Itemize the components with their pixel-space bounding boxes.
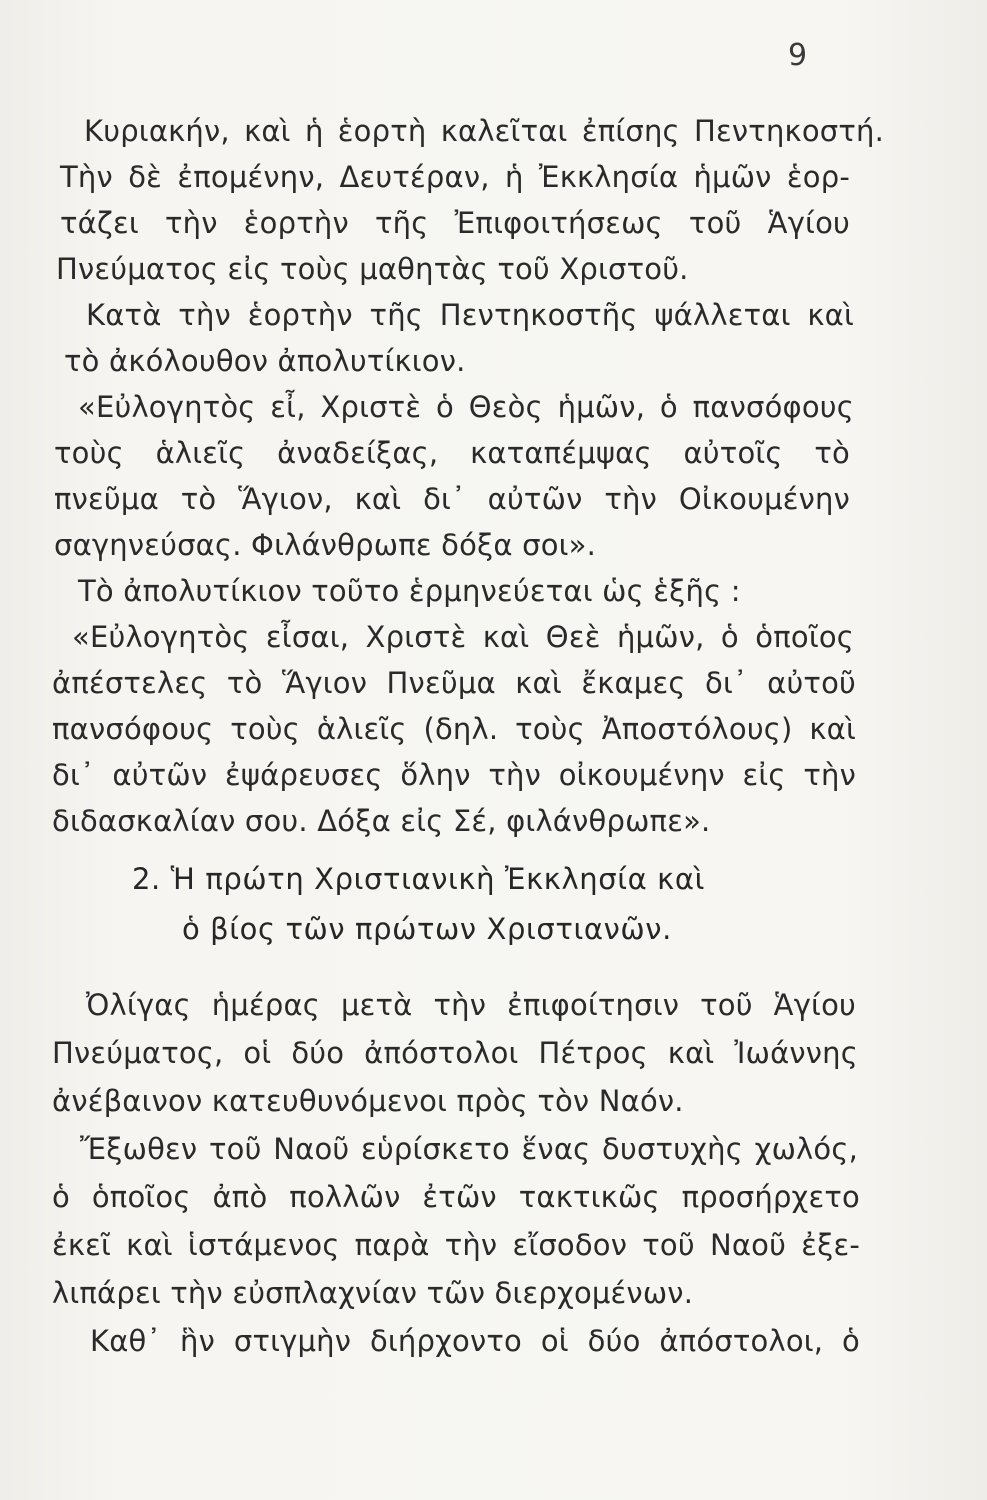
text-line: πανσόφους τοὺς ἁλιεῖς (δηλ. τοὺς Ἀποστόλους) καὶ: [52, 712, 856, 746]
text-line: δι᾽ αὐτῶν ἐψάρευσες ὅλην τὴν οἰκουμένην εἰς τὴν: [52, 758, 856, 792]
text-line: ἀπέστελες τὸ Ἅγιον Πνεῦμα καὶ ἔκαμες δι᾽ αὐτοῦ: [52, 666, 856, 700]
text-line: Κυριακήν, καὶ ἡ ἑορτὴ καλεῖται ἐπίσης Πεντηκοστή.: [84, 114, 884, 148]
text-line: τάζει τὴν ἑορτὴν τῆς Ἐπιφοιτήσεως τοῦ Ἁγίου: [60, 206, 850, 240]
text-line: Πνεύματος, οἱ δύο ἀπόστολοι Πέτρος καὶ Ἰωάννης: [52, 1036, 858, 1070]
text-line: Πνεύματος εἰς τοὺς μαθητὰς τοῦ Χριστοῦ.: [56, 252, 689, 286]
text-line: Καθ᾽ ἣν στιγμὴν διήρχοντο οἱ δύο ἀπόστολοι, ὁ: [90, 1324, 860, 1358]
text-line: τοὺς ἁλιεῖς ἀναδείξας, καταπέμψας αὐτοῖς τὸ: [54, 436, 850, 470]
text-line: ἐκεῖ καὶ ἱστάμενος παρὰ τὴν εἴσοδον τοῦ Ναοῦ ἐξε-: [52, 1228, 860, 1262]
text-line: ἀνέβαινον κατευθυνόμενοι πρὸς τὸν Ναόν.: [52, 1084, 684, 1118]
text-line: σαγηνεύσας. Φιλάνθρωπε δόξα σοι».: [54, 528, 597, 562]
text-line: διδασκαλίαν σου. Δόξα εἰς Σέ, φιλάνθρωπε».: [52, 804, 711, 838]
text-line: Ἔξωθεν τοῦ Ναοῦ εὑρίσκετο ἕνας δυστυχὴς χωλός,: [80, 1132, 858, 1166]
text-line: Κατὰ τὴν ἑορτὴν τῆς Πεντηκοστῆς ψάλλεται καὶ: [86, 298, 854, 332]
text-line: Ὀλίγας ἡμέρας μετὰ τὴν ἐπιφοίτησιν τοῦ Ἁγίου: [86, 988, 856, 1022]
text-line: Τὸ ἀπολυτίκιον τοῦτο ἑρμηνεύεται ὡς ἑξῆς :: [78, 574, 741, 608]
text-line: «Εὐλογητὸς εἶ, Χριστὲ ὁ Θεὸς ἡμῶν, ὁ πανσόφους: [78, 390, 854, 424]
page-number: 9: [788, 38, 808, 73]
text-line: Τὴν δὲ ἐπομένην, Δευτέραν, ἡ Ἐκκλησία ἡμῶν ἑορ-: [60, 160, 850, 194]
section-heading-line-1: 2. Ἡ πρώτη Χριστιανικὴ Ἐκκλησία καὶ: [132, 862, 705, 896]
text-line: πνεῦμα τὸ Ἅγιον, καὶ δι᾽ αὐτῶν τὴν Οἰκουμένην: [54, 482, 850, 516]
text-line: «Εὐλογητὸς εἶσαι, Χριστὲ καὶ Θεὲ ἡμῶν, ὁ ὁποῖος: [72, 620, 854, 654]
text-line: τὸ ἀκόλουθον ἀπολυτίκιον.: [64, 344, 466, 378]
section-heading-line-2: ὁ βίος τῶν πρώτων Χριστιανῶν.: [182, 912, 672, 946]
text-line: ὁ ὁποῖος ἀπὸ πολλῶν ἐτῶν τακτικῶς προσήρχετο: [52, 1180, 860, 1214]
text-line: λιπάρει τὴν εὐσπλαχνίαν τῶν διερχομένων.: [52, 1276, 694, 1310]
